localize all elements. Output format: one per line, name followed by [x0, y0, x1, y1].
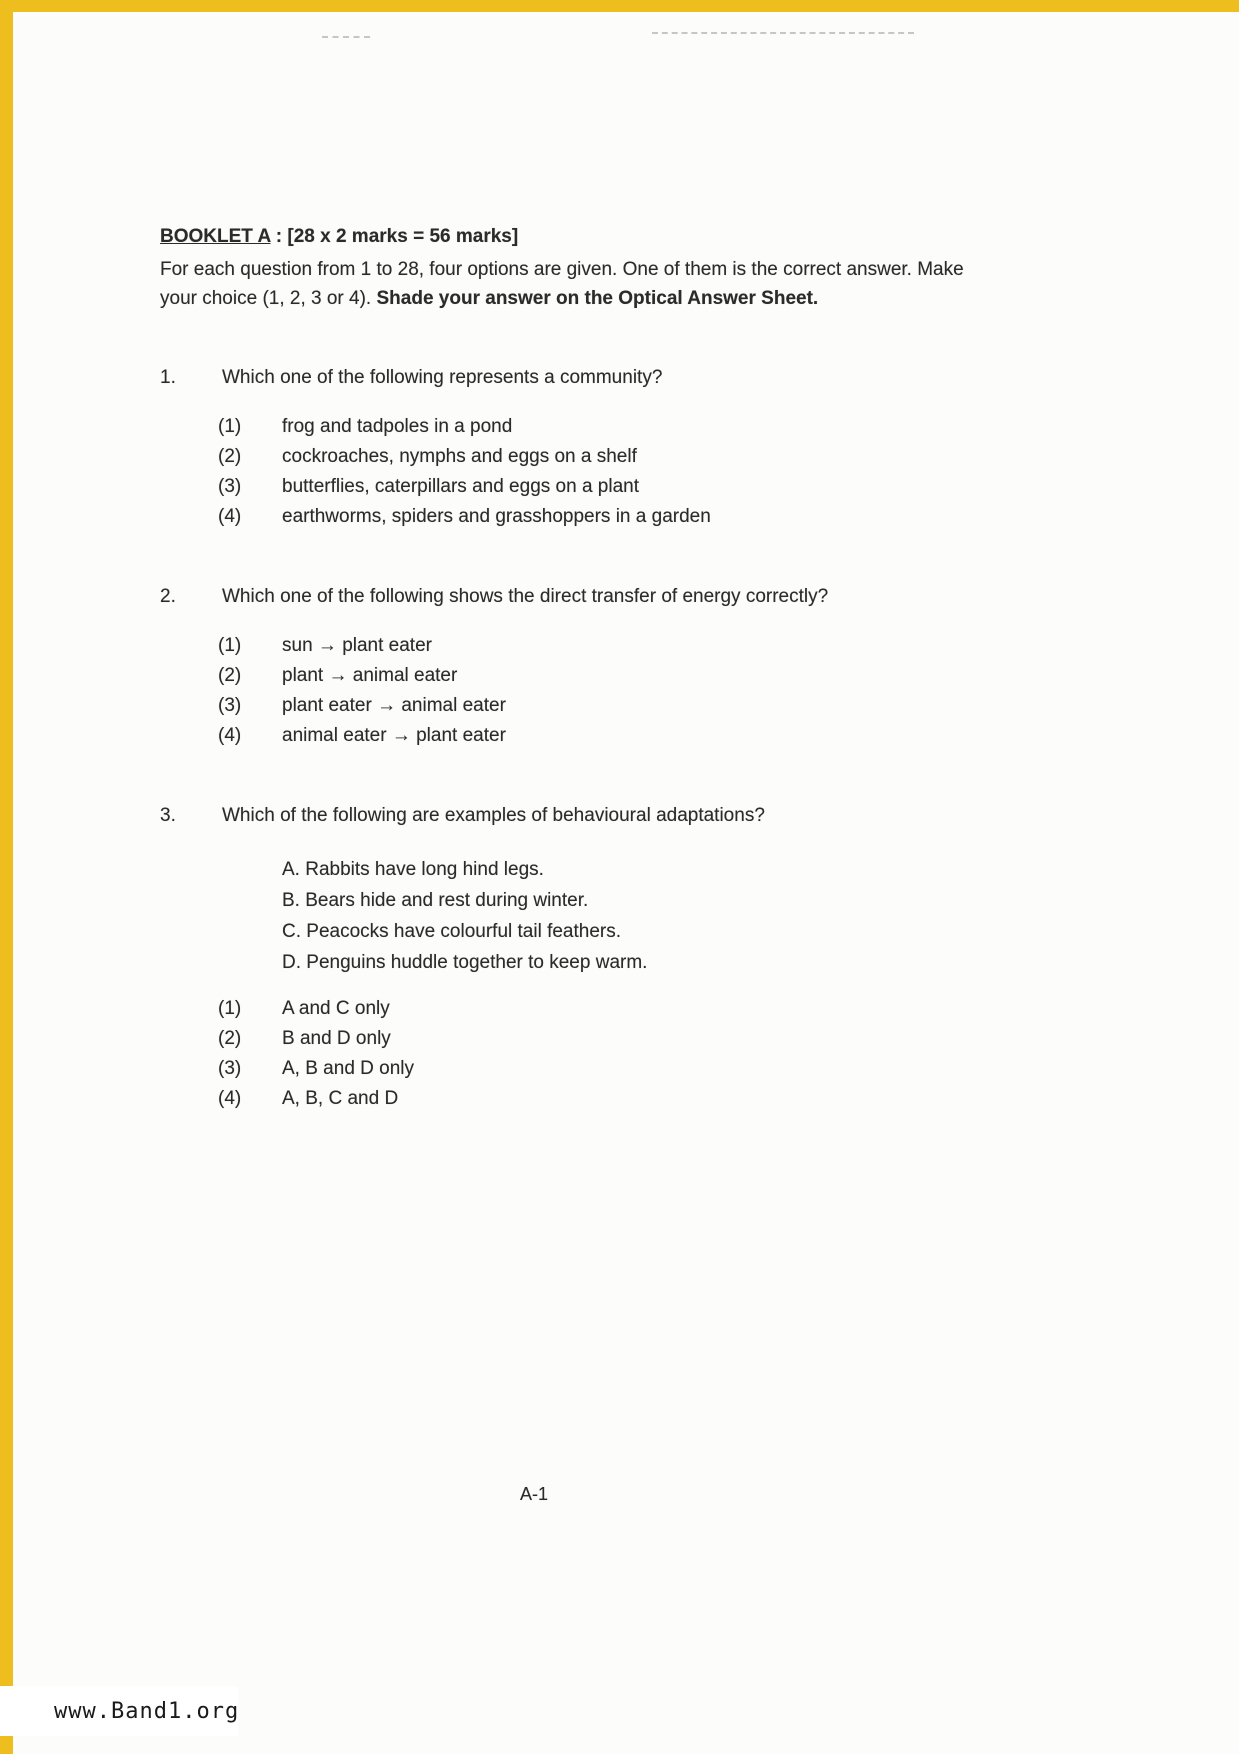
- brand-watermark-box: [0, 1686, 238, 1736]
- question-3-options: [218, 994, 990, 1114]
- question-1-options: [218, 412, 990, 532]
- option-text: plant eater → animal eater: [282, 695, 506, 716]
- option: [218, 412, 990, 442]
- option-label: (4): [218, 725, 242, 746]
- statement: A. Rabbits have long hind legs.: [282, 859, 544, 880]
- instructions: [160, 255, 990, 313]
- question-text: Which one of the following shows the direct transfer of energy correctly?: [222, 586, 829, 607]
- option-text: A, B and D only: [282, 1058, 415, 1079]
- option: [218, 502, 990, 532]
- option-text: cockroaches, nymphs and eggs on a shelf: [282, 446, 637, 467]
- question-3-head: [160, 801, 990, 830]
- booklet-label: BOOKLET A: [160, 226, 271, 247]
- option: [218, 721, 990, 751]
- brand-url-text: www.Band1.org: [54, 1698, 240, 1724]
- question-text: Which one of the following represents a community?: [222, 367, 663, 388]
- booklet-marks: : [28 x 2 marks = 56 marks]: [270, 226, 519, 247]
- option-text: sun → plant eater: [282, 635, 432, 656]
- option-label: (2): [218, 665, 242, 686]
- instructions-text: For each question from 1 to 28, four options are given. One of them is the correct answer. Make your choice (1, 2, 3 or 4).: [160, 259, 964, 309]
- option-label: (4): [218, 506, 242, 527]
- option-label: (1): [218, 416, 242, 437]
- statement: D. Penguins huddle together to keep warm.: [282, 952, 648, 973]
- option-text: animal eater → plant eater: [282, 725, 506, 746]
- option-label: (1): [218, 998, 242, 1019]
- option: [218, 1054, 990, 1084]
- question-1: [160, 363, 990, 532]
- option: [218, 631, 990, 661]
- question-2-options: [218, 631, 990, 751]
- question-1-head: [160, 363, 990, 392]
- option: [218, 472, 990, 502]
- question-2-head: [160, 582, 990, 611]
- option-label: (3): [218, 476, 242, 497]
- option-text: A and C only: [282, 998, 390, 1019]
- question-2: [160, 582, 990, 751]
- option-text: A, B, C and D: [282, 1088, 399, 1109]
- option-text: plant → animal eater: [282, 665, 458, 686]
- statement: B. Bears hide and rest during winter.: [282, 890, 589, 911]
- option-text: butterflies, caterpillars and eggs on a plant: [282, 476, 639, 497]
- booklet-title: [160, 222, 990, 251]
- option: [218, 994, 990, 1024]
- option: [218, 442, 990, 472]
- scan-artifact: [652, 32, 914, 34]
- option-text: frog and tadpoles in a pond: [282, 416, 513, 437]
- option-label: (4): [218, 1088, 242, 1109]
- option-text: earthworms, spiders and grasshoppers in a garden: [282, 506, 711, 527]
- question-text: Which of the following are examples of behavioural adaptations?: [222, 805, 765, 826]
- option-text: B and D only: [282, 1028, 391, 1049]
- statement: C. Peacocks have colourful tail feathers.: [282, 921, 622, 942]
- option: [218, 1024, 990, 1054]
- question-number: 1.: [160, 367, 176, 388]
- option: [218, 691, 990, 721]
- instructions-bold-text: Shade your answer on the Optical Answer Sheet.: [376, 288, 819, 309]
- page-number: A-1: [520, 1484, 549, 1504]
- option-label: (1): [218, 635, 242, 656]
- option-label: (2): [218, 446, 242, 467]
- option-label: (3): [218, 1058, 242, 1079]
- question-number: 2.: [160, 586, 176, 607]
- option-label: (3): [218, 695, 242, 716]
- question-number: 3.: [160, 805, 176, 826]
- option-label: (2): [218, 1028, 242, 1049]
- scan-artifact: [322, 36, 370, 38]
- question-3: [160, 801, 990, 1114]
- scan-edge-left: [0, 0, 13, 1754]
- scan-edge-top: [0, 0, 1239, 12]
- option: [218, 661, 990, 691]
- question-3-statements: [282, 854, 990, 978]
- option: [218, 1084, 990, 1114]
- page-content: [160, 222, 990, 1114]
